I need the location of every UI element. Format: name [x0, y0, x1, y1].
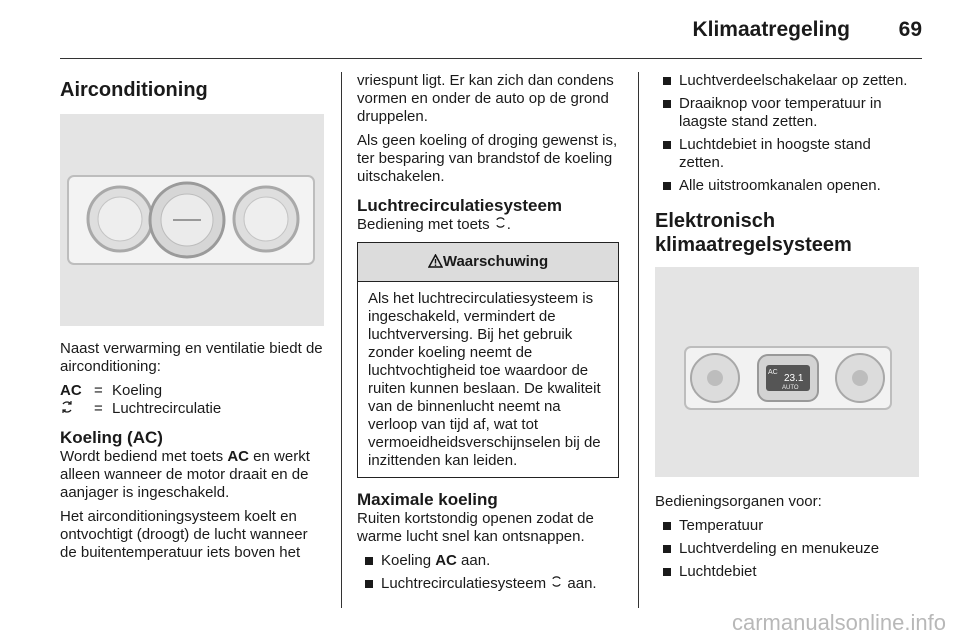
warning-icon [428, 253, 443, 270]
electronic-climate-panel-photo [655, 267, 919, 477]
warning-text: Als het luchtrecirculatiesysteem is ingeschakeld, vermindert de luchtverversing. Bij het gebruik zonder koeling neemt de luchtvochtigheid toe waardoor de ruiten kunnen beslaan. De kwaliteit van de binnenlucht neemt na verloop van tijd af, wat tot vermoeidheidsverschijnselen bij de inzittenden kan leiden. [368, 290, 601, 469]
definition-recirculation [60, 400, 324, 418]
page-section-title: Klimaatregeling [692, 18, 850, 41]
list-item: Luchtverdeling en menukeuze [655, 540, 919, 558]
warning-title: Waarschuwing [442, 253, 549, 270]
def-key: AC [60, 382, 82, 399]
page-number: 69 [898, 18, 922, 41]
list-item: Alle uitstroomkanalen openen. [655, 177, 919, 195]
list-item: Luchtdebiet [655, 563, 919, 581]
list-item: Luchtverdeelschakelaar op zetten. [655, 72, 919, 90]
warning-header [358, 243, 618, 282]
display-ac-label: AC [768, 369, 778, 376]
ac-control-panel-photo [60, 114, 324, 326]
list-item: Luchtdebiet in hoogste stand zetten. [655, 136, 919, 172]
column-1 [60, 72, 324, 568]
list-item: Draaiknop voor temperatuur in laagste stand zetten. [655, 95, 919, 131]
recirculation-operation-text: Bediening met toets . [357, 216, 511, 233]
intro-text: Naast verwarming en ventilatie biedt de airconditioning: [60, 340, 323, 375]
heading-recirculation: Luchtrecirculatiesysteem [357, 196, 563, 215]
recirculation-icon [60, 400, 94, 418]
watermark: carmanualsonline.info [731, 610, 946, 635]
recirculation-icon [494, 216, 507, 233]
display-temperature: 23.1 [784, 373, 804, 384]
column-divider [341, 72, 342, 608]
heading-koeling-ac: Koeling (AC) [60, 428, 163, 447]
display-auto-label: AUTO [782, 385, 799, 391]
def-equals: = [94, 382, 103, 399]
warning-box [357, 242, 619, 478]
list-item: Koeling AC aan. [357, 552, 621, 570]
def-value: Luchtrecirculatie [112, 400, 222, 417]
column-3 [655, 72, 919, 586]
koeling-paragraph: Wordt bediend met toets AC en werkt alleen wanneer de motor draait en de aanjager is ingeschakeld. [60, 448, 310, 501]
def-equals: = [94, 400, 103, 417]
column-2 [357, 72, 621, 598]
max-cooling-text: Ruiten kortstondig openen zodat de warme lucht snel kan ontsnappen. [357, 510, 594, 545]
heading-elektronisch: Elektronisch klimaatregelsysteem [655, 210, 852, 256]
column-divider [638, 72, 639, 608]
def-value: Koeling [112, 382, 163, 399]
heading-maximale-koeling: Maximale koeling [357, 490, 498, 509]
climate-control-illustration [655, 267, 919, 477]
list-item: Temperatuur [655, 517, 919, 535]
fuel-saving-paragraph: Als geen koeling of droging gewenst is, ter besparing van brandstof de koeling uitschakelen. [357, 132, 618, 185]
definition-ac [60, 382, 324, 400]
controls-intro: Bedieningsorganen voor: [655, 493, 822, 510]
ac-knobs-illustration [60, 114, 324, 326]
system-paragraph: Het airconditioningsysteem koelt en ontvochtigt (droogt) de lucht wanneer de buitentemperatuur iets boven het [60, 508, 308, 561]
recirculation-icon [550, 575, 563, 592]
heading-airconditioning: Airconditioning [60, 79, 208, 101]
continued-paragraph: vriespunt ligt. Er kan zich dan condens vormen en onder de auto op de grond druppelen. [357, 72, 614, 125]
list-item: Luchtrecirculatiesysteem aan. [357, 575, 621, 593]
page-header [60, 0, 922, 59]
